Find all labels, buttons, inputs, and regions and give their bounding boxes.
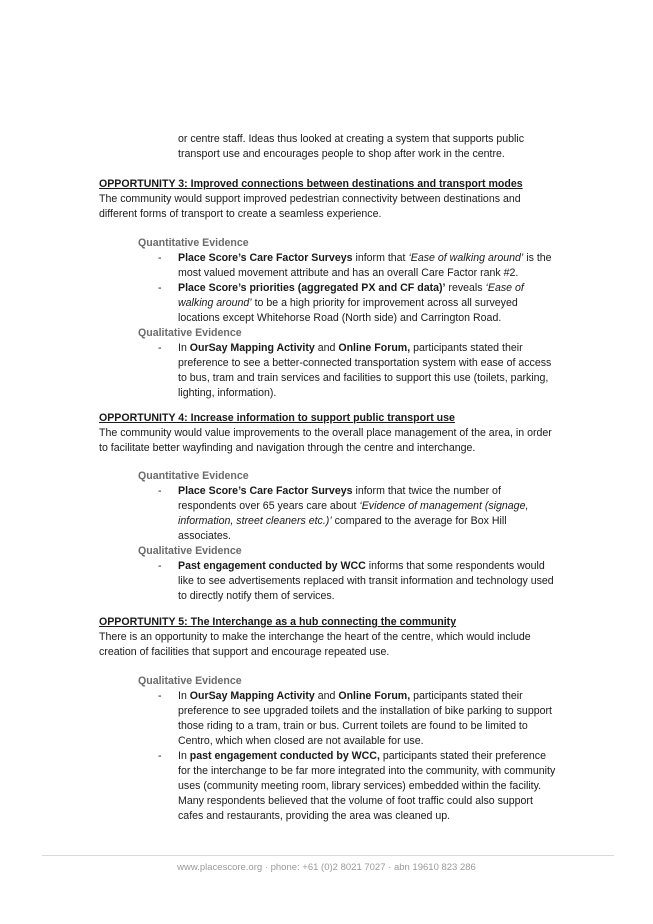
opportunity-3-evidence [138, 236, 558, 401]
text-run: compared to the average for Box Hill associates. [178, 515, 507, 542]
list-item [138, 281, 558, 326]
opportunity-5-title: OPPORTUNITY 5: The Interchange as a hub connecting the community [99, 616, 457, 628]
text-run: In [178, 690, 190, 702]
text-run: informs that some respondents would like to see advertisements replaced with transit information and technology used to directly notify them of services. [178, 560, 554, 602]
italic-quote: ‘Ease of walking around’ [178, 282, 524, 309]
text-run: participants stated their preference for the interchange to be far more integrated into the community, with community uses (community meeting room, library services) embedded within the facility. Many respondents believed that the volume of foot traffic could also support cafes and restaurants, providing the area was cleaned up. [178, 750, 556, 822]
bold-source: Place Score’s priorities (aggregated PX and CF data)’ [178, 282, 446, 294]
opportunity-4-section [99, 411, 559, 456]
text-run: inform that [352, 252, 409, 264]
opportunity-5-evidence [138, 674, 558, 824]
list-item [138, 689, 558, 749]
qualitative-evidence-heading: Qualitative Evidence [138, 675, 242, 687]
text-run: and [314, 342, 339, 354]
bold-source: Place Score’s Care Factor Surveys [178, 485, 353, 497]
opportunity-4-evidence [138, 469, 558, 604]
text-run: In [178, 750, 190, 762]
footer-divider [42, 855, 614, 856]
qualitative-evidence-heading: Qualitative Evidence [138, 545, 242, 557]
bold-source: Online Forum, [338, 690, 411, 702]
text-run: inform that twice the number of respondents over 65 years care about [178, 485, 501, 512]
bold-source: Online Forum, [338, 342, 411, 354]
text-run: In [178, 342, 190, 354]
quantitative-evidence-heading: Quantitative Evidence [138, 237, 249, 249]
page-footer: www.placescore.org · phone: +61 (0)2 8021 7027 · abn 19610 823 286 [177, 862, 476, 873]
opportunity-4-title: OPPORTUNITY 4: Increase information to support public transport use [99, 412, 455, 424]
list-item [138, 559, 558, 604]
text-run: and [314, 690, 339, 702]
opportunity-3-body: The community would support improved pedestrian connectivity between destinations and different forms of transport to create a seamless experience. [99, 193, 521, 220]
qualitative-evidence-heading: Qualitative Evidence [138, 327, 242, 339]
opportunity-4-body: The community would value improvements to the overall place management of the area, in order to facilitate better wayfinding and navigation through the centre and interchange. [99, 427, 552, 454]
bold-source: OurSay Mapping Activity [189, 690, 315, 702]
text-run: participants stated their preference to see upgraded toilets and the installation of bike parking to support those riding to a tram, train or bus. Current toilets are found to be limited to Centro, which when closed are not available for use. [178, 690, 552, 747]
bold-source: Past engagement conducted by WCC [178, 560, 366, 572]
bold-source: OurSay Mapping Activity [189, 342, 315, 354]
continuation-paragraph [178, 132, 558, 162]
text-run: is the most valued movement attribute and has an overall Care Factor rank #2. [178, 252, 552, 279]
text-run: reveals [445, 282, 486, 294]
continuation-line-1: or centre staff. Ideas thus looked at creating a system that supports public [178, 133, 525, 145]
bold-source: Place Score’s Care Factor Surveys [178, 252, 353, 264]
list-item [138, 251, 558, 281]
italic-quote: ‘Evidence of management (signage, information, street cleaners etc.)’ [178, 500, 529, 527]
list-item [138, 749, 558, 824]
list-item [138, 341, 558, 401]
quantitative-evidence-heading: Quantitative Evidence [138, 470, 249, 482]
italic-quote: ‘Ease of walking around’ [408, 252, 524, 264]
text-run: to be a high priority for improvement across all surveyed locations except Whitehorse Road (North side) and Carrington Road. [178, 297, 518, 324]
continuation-line-2: transport use and encourages people to shop after work in the centre. [178, 148, 505, 160]
opportunity-5-body: There is an opportunity to make the interchange the heart of the centre, which would include creation of facilities that support and encourage repeated use. [99, 631, 531, 658]
bold-source: past engagement conducted by WCC, [189, 750, 380, 762]
text-run: participants stated their preference to see a better-connected transportation system with ease of access to bus, tram and train services and facilities to support this use (toilets, parking, lighting, information). [178, 342, 552, 399]
opportunity-3-title: OPPORTUNITY 3: Improved connections between destinations and transport modes [99, 178, 523, 190]
list-item [138, 484, 558, 544]
opportunity-5-section [99, 615, 559, 660]
opportunity-3-section [99, 177, 559, 222]
